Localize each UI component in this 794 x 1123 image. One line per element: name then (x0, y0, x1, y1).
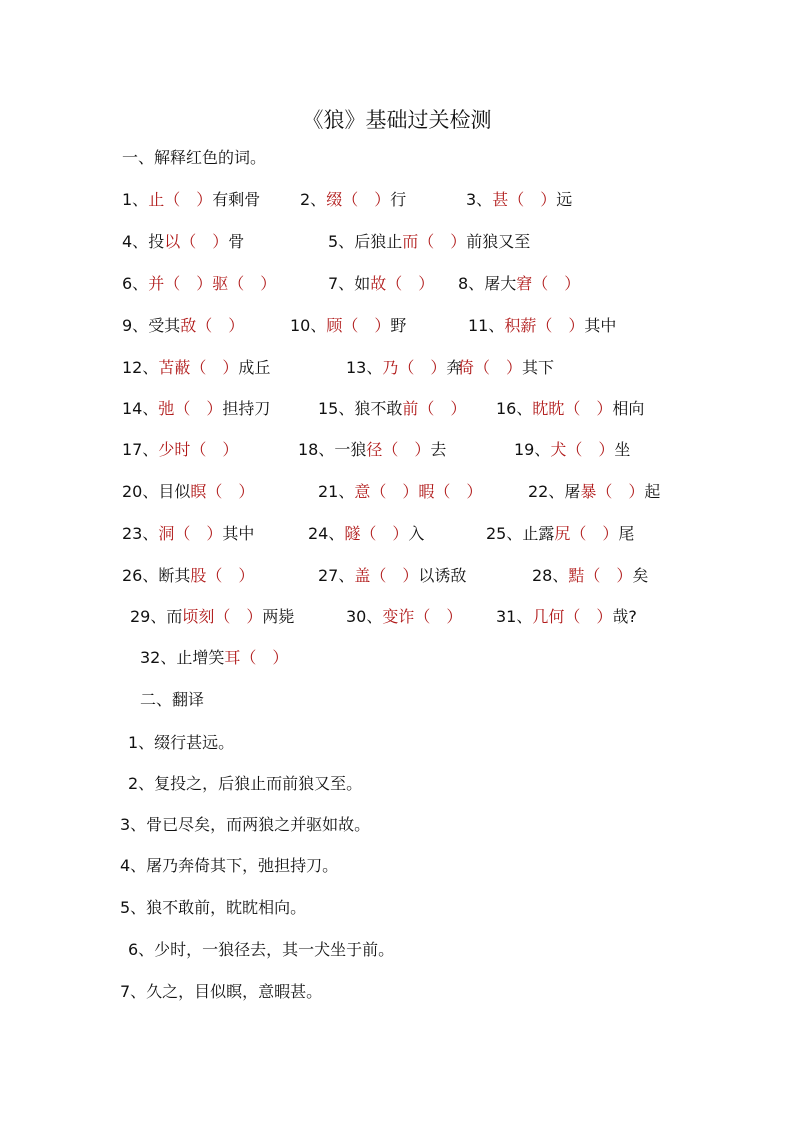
vocab-pre: 而 (166, 607, 183, 626)
vocab-red: 乃（ ） (382, 358, 447, 377)
vocab-item (122, 480, 254, 504)
vocab-red: 故（ ） (370, 274, 435, 293)
vocab-red: 尻（ ） (554, 524, 619, 543)
vocab-red: 股（ ） (190, 566, 255, 585)
vocab-post: 相向 (612, 399, 645, 418)
vocab-pre: 止增笑 (176, 648, 225, 667)
vocab-num: 3、 (466, 190, 493, 209)
vocab-item (532, 564, 648, 588)
translation-sentence: 7、久之，目似瞑，意暇甚。 (120, 982, 323, 1001)
vocab-post: 两毙 (262, 607, 295, 626)
vocab-red: 变诈（ ） (382, 607, 463, 626)
vocab-num: 29、 (130, 607, 167, 626)
vocab-red: 几何（ ） (532, 607, 613, 626)
vocab-red: 以（ ） (164, 232, 229, 251)
vocab-post: 以诱敌 (418, 566, 467, 585)
vocab-line (0, 480, 794, 504)
vocab-pre: 如 (354, 274, 371, 293)
vocab-num: 11、 (468, 316, 505, 335)
vocab-num: 22、 (528, 482, 565, 501)
vocab-red: 顷刻（ ） (182, 607, 263, 626)
vocab-post: 有剩骨 (212, 190, 261, 209)
vocab-red: 而（ ） (402, 232, 467, 251)
vocab-item (140, 646, 288, 670)
vocab-num: 20、 (122, 482, 159, 501)
vocab-item (122, 230, 244, 254)
vocab-red: 止（ ） (148, 190, 213, 209)
vocab-red: 瞑（ ） (190, 482, 255, 501)
vocab-item (122, 397, 270, 421)
vocab-item (318, 480, 482, 504)
vocab-line (0, 605, 794, 629)
vocab-num: 13、 (346, 358, 383, 377)
vocab-num: 30、 (346, 607, 383, 626)
vocab-post: 入 (408, 524, 425, 543)
translation-sentence: 5、狼不敢前，眈眈相向。 (120, 898, 307, 917)
vocab-line (0, 522, 794, 546)
vocab-red: 敌（ ） (180, 316, 245, 335)
vocab-item (514, 438, 630, 462)
vocab-pre: 一狼 (334, 440, 367, 459)
vocab-line (0, 646, 794, 670)
vocab-red: 耳（ ） (224, 648, 289, 667)
section-2-heading: 二、翻译 (140, 690, 205, 709)
vocab-red: 盖（ ） (354, 566, 419, 585)
vocab-num: 6、 (122, 274, 149, 293)
vocab-red: 洞（ ） (158, 524, 223, 543)
vocab-red: 顾（ ） (326, 316, 391, 335)
vocab-num: 19、 (514, 440, 551, 459)
vocab-num: 24、 (308, 524, 345, 543)
vocab-post: 矣 (632, 566, 649, 585)
translation-sentence: 1、缀行甚远。 (128, 733, 235, 752)
page-title: 《狼》基础过关检测 (302, 108, 492, 132)
vocab-num: 23、 (122, 524, 159, 543)
vocab-num: 28、 (532, 566, 569, 585)
vocab-post: 其中 (584, 316, 617, 335)
vocab-item (122, 356, 270, 380)
vocab-red: 缀（ ） (326, 190, 391, 209)
vocab-line (0, 356, 794, 380)
vocab-num: 18、 (298, 440, 335, 459)
vocab-item (466, 188, 572, 212)
vocab-item (458, 356, 554, 380)
vocab-item (458, 272, 580, 296)
vocab-red: 隧（ ） (344, 524, 409, 543)
vocab-item (122, 272, 276, 296)
vocab-line (0, 188, 794, 212)
vocab-line (0, 272, 794, 296)
vocab-item (328, 230, 530, 254)
vocab-red: 眈眈（ ） (532, 399, 613, 418)
vocab-post: 成丘 (238, 358, 271, 377)
vocab-item (496, 605, 637, 629)
vocab-item (346, 356, 462, 380)
vocab-num: 15、 (318, 399, 355, 418)
vocab-item (122, 522, 254, 546)
vocab-pre: 后狼止 (354, 232, 403, 251)
vocab-red: 暴（ ） (580, 482, 645, 501)
vocab-num: 5、 (328, 232, 355, 251)
vocab-num: 14、 (122, 399, 159, 418)
vocab-post: 奔 (446, 358, 463, 377)
vocab-red: 弛（ ） (158, 399, 223, 418)
vocab-red: 积薪（ ） (504, 316, 585, 335)
vocab-num: 16、 (496, 399, 533, 418)
vocab-red: 黠（ ） (568, 566, 633, 585)
vocab-item (122, 314, 244, 338)
vocab-item (130, 605, 294, 629)
vocab-line (0, 438, 794, 462)
vocab-red: 甚（ ） (492, 190, 557, 209)
vocab-item (496, 397, 644, 421)
vocab-post: 行 (390, 190, 407, 209)
vocab-red: 径（ ） (366, 440, 431, 459)
vocab-num: 31、 (496, 607, 533, 626)
vocab-post: 哉? (612, 607, 637, 626)
vocab-post: 尾 (618, 524, 635, 543)
vocab-pre: 狼不敢 (354, 399, 403, 418)
vocab-num: 32、 (140, 648, 177, 667)
vocab-post: 担持刀 (222, 399, 271, 418)
translation-sentence: 3、骨已尽矣，而两狼之并驱如故。 (120, 815, 371, 834)
vocab-post: 前狼又至 (466, 232, 531, 251)
vocab-num: 7、 (328, 274, 355, 293)
vocab-item (528, 480, 660, 504)
vocab-num: 27、 (318, 566, 355, 585)
vocab-line (0, 397, 794, 421)
vocab-post: 远 (556, 190, 573, 209)
translation-sentence: 6、少时，一狼径去，其一犬坐于前。 (128, 940, 395, 959)
vocab-item (346, 605, 462, 629)
vocab-pre: 断其 (158, 566, 191, 585)
vocab-num: 1、 (122, 190, 149, 209)
vocab-line (0, 564, 794, 588)
vocab-num: 2、 (300, 190, 327, 209)
vocab-num: 10、 (290, 316, 327, 335)
translation-sentence: 2、复投之，后狼止而前狼又至。 (128, 774, 363, 793)
vocab-item (122, 438, 238, 462)
vocab-post: 骨 (228, 232, 245, 251)
vocab-red: 倚（ ） (458, 358, 523, 377)
vocab-red: 意（ ）暇（ ） (354, 482, 483, 501)
vocab-num: 9、 (122, 316, 149, 335)
vocab-post: 野 (390, 316, 407, 335)
vocab-pre: 屠大 (484, 274, 517, 293)
vocab-red: 犬（ ） (550, 440, 615, 459)
vocab-num: 21、 (318, 482, 355, 501)
vocab-num: 25、 (486, 524, 523, 543)
vocab-line (0, 230, 794, 254)
vocab-pre: 止露 (522, 524, 555, 543)
vocab-item (122, 564, 254, 588)
vocab-red: 少时（ ） (158, 440, 239, 459)
vocab-item (486, 522, 634, 546)
vocab-line (0, 314, 794, 338)
vocab-item (300, 188, 406, 212)
vocab-red: 窘（ ） (516, 274, 581, 293)
vocab-num: 4、 (122, 232, 149, 251)
vocab-num: 12、 (122, 358, 159, 377)
vocab-post: 坐 (614, 440, 631, 459)
vocab-item (308, 522, 424, 546)
vocab-post: 起 (644, 482, 661, 501)
vocab-red: 前（ ） (402, 399, 467, 418)
vocab-item (318, 397, 466, 421)
vocab-red: 并（ ）驱（ ） (148, 274, 277, 293)
vocab-item (328, 272, 434, 296)
vocab-item (318, 564, 466, 588)
vocab-pre: 目似 (158, 482, 191, 501)
vocab-item (122, 188, 260, 212)
vocab-pre: 投 (148, 232, 165, 251)
vocab-post: 其中 (222, 524, 255, 543)
translation-sentence: 4、屠乃奔倚其下，弛担持刀。 (120, 856, 339, 875)
vocab-num: 8、 (458, 274, 485, 293)
vocab-post: 去 (430, 440, 447, 459)
vocab-num: 17、 (122, 440, 159, 459)
vocab-pre: 屠 (564, 482, 581, 501)
vocab-post: 其下 (522, 358, 555, 377)
vocab-item (298, 438, 446, 462)
vocab-num: 26、 (122, 566, 159, 585)
vocab-item (468, 314, 616, 338)
vocab-item (290, 314, 406, 338)
section-1-heading: 一、解释红色的词。 (122, 148, 267, 167)
vocab-pre: 受其 (148, 316, 181, 335)
vocab-red: 苫蔽（ ） (158, 358, 239, 377)
